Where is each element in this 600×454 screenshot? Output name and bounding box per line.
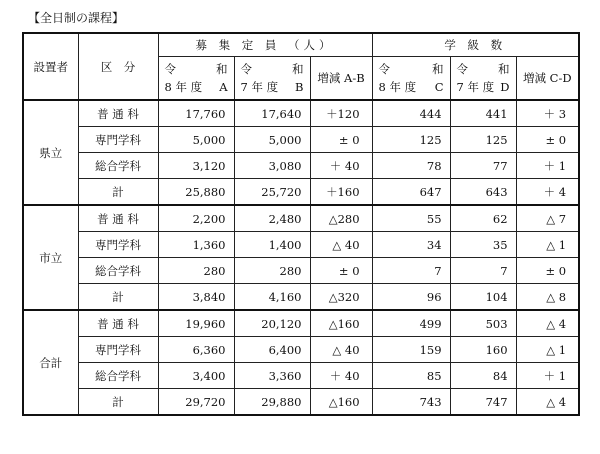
group-label: 市立	[23, 205, 78, 310]
value-d: 62	[450, 205, 516, 232]
table-caption: 【全日制の課程】	[28, 11, 125, 25]
category-header: 区 分	[78, 33, 158, 100]
reiwa8-a-header	[158, 57, 234, 101]
value-d: 35	[450, 232, 516, 258]
subject-cell: 普 通 科	[78, 100, 158, 127]
value-diff-cd: ± 0	[516, 127, 579, 153]
value-c: 85	[372, 363, 450, 389]
value-a: 25,880	[158, 179, 234, 206]
value-diff-cd: △ 1	[516, 232, 579, 258]
value-diff-cd: ＋ 1	[516, 153, 579, 179]
subject-cell: 計	[78, 179, 158, 206]
subject-cell: 総合学科	[78, 363, 158, 389]
installer-header: 設置者	[23, 33, 78, 100]
reiwa8-c-header	[372, 57, 450, 101]
value-a: 17,760	[158, 100, 234, 127]
table-row-total	[23, 179, 579, 206]
value-a: 5,000	[158, 127, 234, 153]
value-c: 78	[372, 153, 450, 179]
value-d: 7	[450, 258, 516, 284]
value-b: 20,120	[234, 310, 310, 337]
value-a: 3,120	[158, 153, 234, 179]
diff-cd-header: 増減 C-D	[516, 57, 579, 101]
value-c: 743	[372, 389, 450, 416]
value-diff-ab: △280	[310, 205, 372, 232]
value-diff-cd: ± 0	[516, 258, 579, 284]
value-diff-ab: △ 40	[310, 337, 372, 363]
reiwa8-a-label-wa: 和	[216, 62, 228, 76]
value-b: 5,000	[234, 127, 310, 153]
value-diff-cd: △ 1	[516, 337, 579, 363]
header-row-top	[23, 33, 579, 57]
value-c: 125	[372, 127, 450, 153]
table-row	[23, 258, 579, 284]
enrollment-table	[22, 32, 580, 416]
value-diff-ab: ＋ 40	[310, 363, 372, 389]
diff-ab-header: 増減 A-B	[310, 57, 372, 101]
value-b: 17,640	[234, 100, 310, 127]
value-a: 3,840	[158, 284, 234, 311]
reiwa8-a-label-key: A	[219, 80, 228, 94]
value-c: 444	[372, 100, 450, 127]
value-diff-ab: △320	[310, 284, 372, 311]
value-diff-ab: ± 0	[310, 127, 372, 153]
value-d: 77	[450, 153, 516, 179]
value-a: 1,360	[158, 232, 234, 258]
value-c: 55	[372, 205, 450, 232]
table-row-total	[23, 389, 579, 416]
value-d: 125	[450, 127, 516, 153]
value-b: 6,400	[234, 337, 310, 363]
subject-cell: 総合学科	[78, 153, 158, 179]
subject-cell: 普 通 科	[78, 205, 158, 232]
table-row	[23, 153, 579, 179]
reiwa7-b-header	[234, 57, 310, 101]
subject-cell: 計	[78, 389, 158, 416]
value-diff-ab: △160	[310, 389, 372, 416]
value-diff-ab: ＋160	[310, 179, 372, 206]
value-diff-cd: ＋ 3	[516, 100, 579, 127]
value-diff-cd: △ 4	[516, 310, 579, 337]
table-row	[23, 205, 579, 232]
recruit-quota-header: 募 集 定 員 （人）	[158, 33, 372, 57]
value-d: 643	[450, 179, 516, 206]
class-count-header: 学 級 数	[372, 33, 579, 57]
value-diff-ab: ± 0	[310, 258, 372, 284]
reiwa7-d-label-wa: 和	[498, 62, 510, 76]
value-c: 34	[372, 232, 450, 258]
value-c: 7	[372, 258, 450, 284]
reiwa8-c-label-year: 8 年 度	[378, 80, 417, 94]
value-a: 29,720	[158, 389, 234, 416]
value-d: 503	[450, 310, 516, 337]
reiwa8-c-label-key: C	[434, 80, 444, 94]
value-b: 4,160	[234, 284, 310, 311]
reiwa7-d-label-key: D	[500, 80, 510, 94]
reiwa8-a-label-era: 令	[164, 62, 176, 76]
table-row-total	[23, 284, 579, 311]
subject-cell: 専門学科	[78, 337, 158, 363]
reiwa8-c-label-era: 令	[378, 62, 391, 76]
value-c: 96	[372, 284, 450, 311]
value-b: 25,720	[234, 179, 310, 206]
value-diff-cd: ＋ 4	[516, 179, 579, 206]
value-diff-cd: △ 7	[516, 205, 579, 232]
subject-cell: 計	[78, 284, 158, 311]
reiwa8-a-label-year: 8 年 度	[164, 80, 203, 94]
reiwa7-b-label-era: 令	[240, 62, 252, 76]
value-b: 1,400	[234, 232, 310, 258]
value-a: 6,360	[158, 337, 234, 363]
subject-cell: 専門学科	[78, 232, 158, 258]
table-row	[23, 232, 579, 258]
group-label: 合計	[23, 310, 78, 415]
value-b: 280	[234, 258, 310, 284]
value-diff-cd: △ 4	[516, 389, 579, 416]
value-diff-ab: ＋120	[310, 100, 372, 127]
value-a: 3,400	[158, 363, 234, 389]
subject-cell: 総合学科	[78, 258, 158, 284]
value-b: 29,880	[234, 389, 310, 416]
reiwa7-d-label-era: 令	[456, 62, 469, 76]
value-d: 104	[450, 284, 516, 311]
value-d: 441	[450, 100, 516, 127]
reiwa7-d-label-year: 7 年 度	[456, 80, 495, 94]
group-label: 県立	[23, 100, 78, 205]
value-b: 3,080	[234, 153, 310, 179]
reiwa7-d-header	[450, 57, 516, 101]
value-d: 747	[450, 389, 516, 416]
reiwa8-c-label-wa: 和	[432, 62, 444, 76]
value-b: 2,480	[234, 205, 310, 232]
table-row	[23, 310, 579, 337]
value-d: 84	[450, 363, 516, 389]
value-b: 3,360	[234, 363, 310, 389]
table-row	[23, 337, 579, 363]
value-diff-ab: ＋ 40	[310, 153, 372, 179]
value-diff-cd: △ 8	[516, 284, 579, 311]
table-row	[23, 127, 579, 153]
value-c: 647	[372, 179, 450, 206]
value-c: 159	[372, 337, 450, 363]
value-diff-ab: △160	[310, 310, 372, 337]
value-diff-cd: ＋ 1	[516, 363, 579, 389]
table-row	[23, 100, 579, 127]
value-c: 499	[372, 310, 450, 337]
value-a: 2,200	[158, 205, 234, 232]
value-a: 19,960	[158, 310, 234, 337]
value-d: 160	[450, 337, 516, 363]
subject-cell: 普 通 科	[78, 310, 158, 337]
value-diff-ab: △ 40	[310, 232, 372, 258]
reiwa7-b-label-wa: 和	[292, 62, 304, 76]
reiwa7-b-label-key: B	[295, 80, 304, 94]
value-a: 280	[158, 258, 234, 284]
table-row	[23, 363, 579, 389]
subject-cell: 専門学科	[78, 127, 158, 153]
reiwa7-b-label-year: 7 年 度	[240, 80, 279, 94]
